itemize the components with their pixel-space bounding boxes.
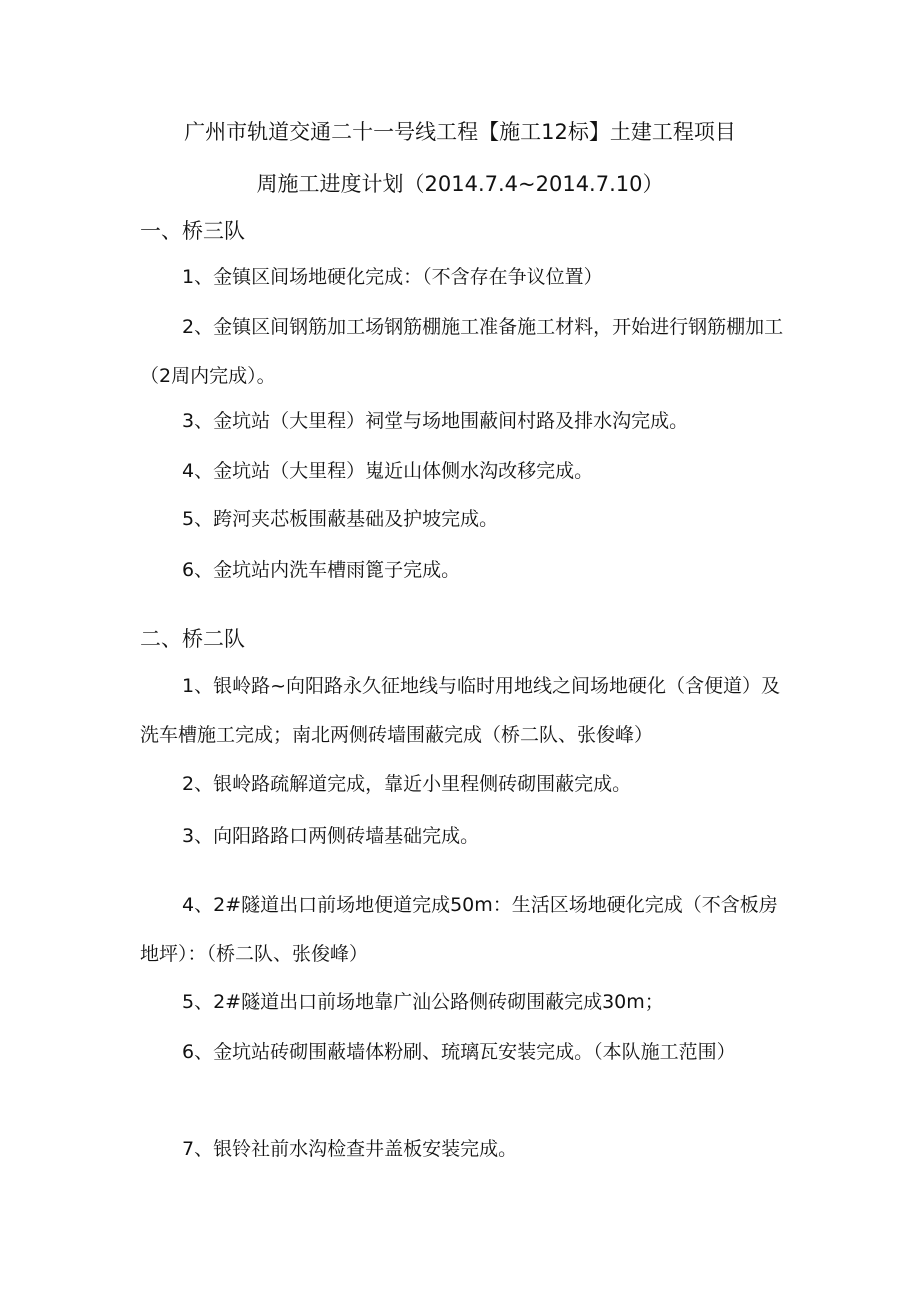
- list-item: 5、跨河夹芯板围蔽基础及护坡完成。: [182, 508, 499, 530]
- list-item: 2、银岭路疏解道完成，靠近小里程侧砖砌围蔽完成。: [182, 773, 632, 795]
- list-item: 5、2#隧道出口前场地靠广汕公路侧砖砌围蔽完成30m；: [182, 991, 664, 1013]
- list-item: 7、银铃社前水沟检查井盖板安装完成。: [182, 1138, 518, 1160]
- list-item: 6、金坑站砖砌围蔽墙体粉刷、琉璃瓦安装完成。（本队施工范围）: [182, 1041, 736, 1063]
- list-item: 2、金镇区间钢筋加工场钢筋棚施工准备施工材料，开始进行钢筋棚加工（2周内完成）。: [140, 316, 784, 387]
- list-item: 3、向阳路路口两侧砖墙基础完成。: [182, 825, 480, 847]
- list-item: 4、金坑站（大里程）嵬近山体侧水沟改移完成。: [182, 460, 594, 482]
- list-item: 6、金坑站内洗车槽雨篦子完成。: [182, 559, 461, 581]
- section-heading-bridge-team-2: 二、桥二队: [140, 627, 245, 651]
- list-item: 1、银岭路~向阳路永久征地线与临时用地线之间场地硬化（含便道）及洗车槽施工完成；南北两侧砖墙围蔽完成（桥二队、张俊峰）: [140, 675, 781, 746]
- list-item: 1、金镇区间场地硬化完成：（不含存在争议位置）: [182, 266, 603, 288]
- document-subtitle: 周施工进度计划（2014.7.4~2014.7.10）: [256, 172, 664, 196]
- section-heading-bridge-team-3: 一、桥三队: [140, 219, 245, 243]
- list-item: 4、2#隧道出口前场地便道完成50m：生活区场地硬化完成（不含板房地坪）：（桥二队、张俊峰）: [140, 894, 778, 965]
- document-title: 广州市轨道交通二十一号线工程【施工12标】土建工程项目: [184, 120, 736, 144]
- list-item: 3、金坑站（大里程）祠堂与场地围蔽间村路及排水沟完成。: [182, 410, 689, 432]
